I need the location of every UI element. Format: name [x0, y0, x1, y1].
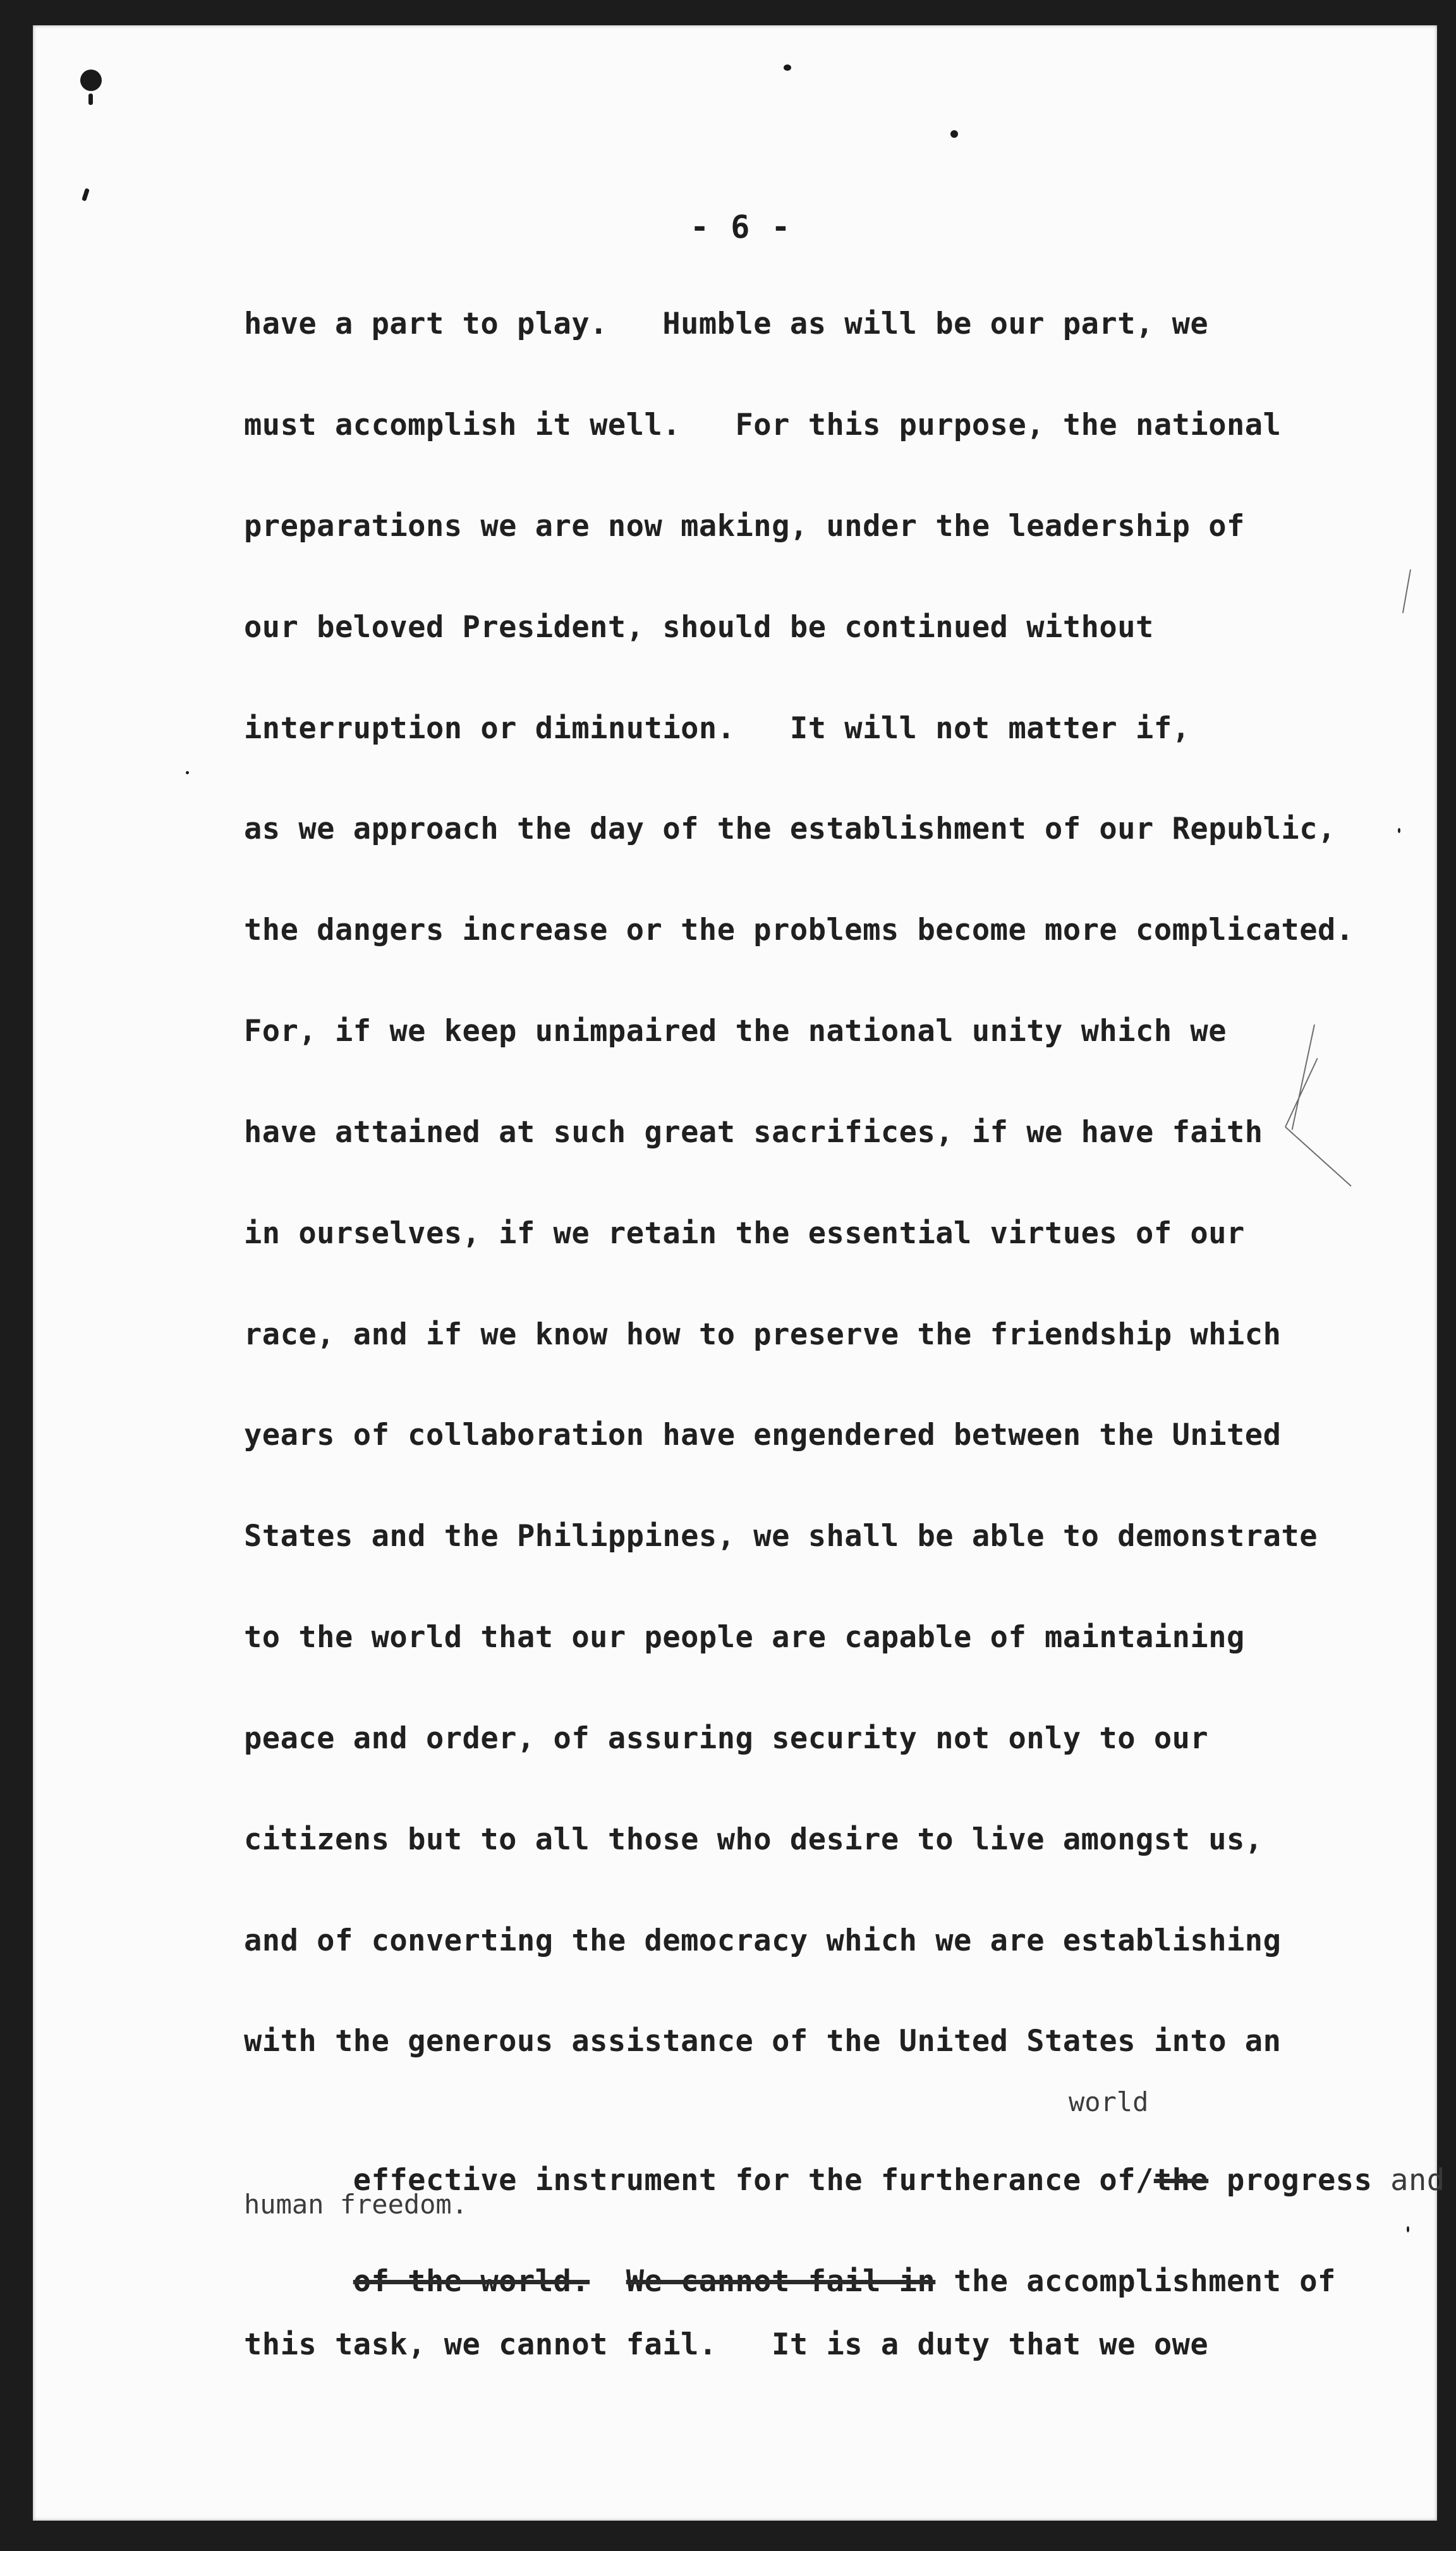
paper-scratch: [1285, 1126, 1351, 1186]
page-number: - 6 -: [690, 209, 792, 245]
struck-word: the: [1153, 2163, 1209, 2198]
ink-speck: [784, 64, 791, 71]
handtyped-insertion-human-freedom: human freedom.: [244, 2189, 468, 2220]
ink-speck: [1398, 828, 1400, 833]
line-segment: effective instrument for the furtherance of/: [353, 2163, 1154, 2198]
paper-scratch: [1285, 1058, 1318, 1128]
text-line: in ourselves, if we retain the essential virtues of our: [244, 1216, 1245, 1251]
ink-speck: [88, 94, 93, 105]
text-line: peace and order, of assuring security not only to our: [244, 1721, 1209, 1756]
text-line: race, and if we know how to preserve the friendship which: [244, 1317, 1282, 1352]
line-gap: [590, 2264, 626, 2299]
text-line: States and the Philippines, we shall be able to demonstrate: [244, 1519, 1318, 1554]
text-line: as we approach the day of the establishment of our Republic,: [244, 812, 1336, 846]
text-line: preparations we are now making, under the leadership of: [244, 509, 1245, 544]
ink-speck: [950, 130, 958, 138]
text-line-with-correction: [244, 2124, 1445, 2237]
text-line: years of collaboration have engendered between the United: [244, 1418, 1282, 1452]
text-line: citizens but to all those who desire to live amongst us,: [244, 1822, 1263, 1857]
text-line: our beloved President, should be continued without: [244, 610, 1154, 645]
struck-phrase: We cannot fail in: [626, 2264, 936, 2299]
text-line: have attained at such great sacrifices, if we have faith: [244, 1115, 1263, 1150]
ink-speck: [186, 771, 189, 774]
text-line-with-correction: [244, 2225, 1336, 2339]
text-line: interruption or diminution. It will not matter if,: [244, 711, 1191, 746]
handtyped-insertion-world: world: [1069, 2086, 1149, 2117]
line-segment: progress: [1208, 2163, 1373, 2198]
text-line: the dangers increase or the problems become more complicated.: [244, 913, 1354, 947]
ink-blot: [80, 70, 102, 91]
text-line: with the generous assistance of the United States into an: [244, 2024, 1282, 2059]
text-line: this task, we cannot fail. It is a duty that we owe: [244, 2327, 1209, 2362]
ink-speck: [82, 188, 90, 201]
text-line: to the world that our people are capable of maintaining: [244, 1620, 1245, 1655]
text-line: must accomplish it well. For this purpose, the national: [244, 408, 1282, 442]
text-line: and of converting the democracy which we are establishing: [244, 1923, 1282, 1958]
line-segment: the accomplishment of: [935, 2264, 1336, 2299]
struck-phrase: of the world.: [353, 2264, 590, 2299]
text-line: For, if we keep unimpaired the national unity which we: [244, 1014, 1227, 1049]
paper-scratch: [1402, 569, 1411, 613]
text-line: have a part to play. Humble as will be our part, we: [244, 307, 1209, 341]
typed-addition: and: [1372, 2163, 1445, 2198]
paper-scratch: [1292, 1025, 1315, 1130]
document-page: [33, 25, 1445, 2521]
